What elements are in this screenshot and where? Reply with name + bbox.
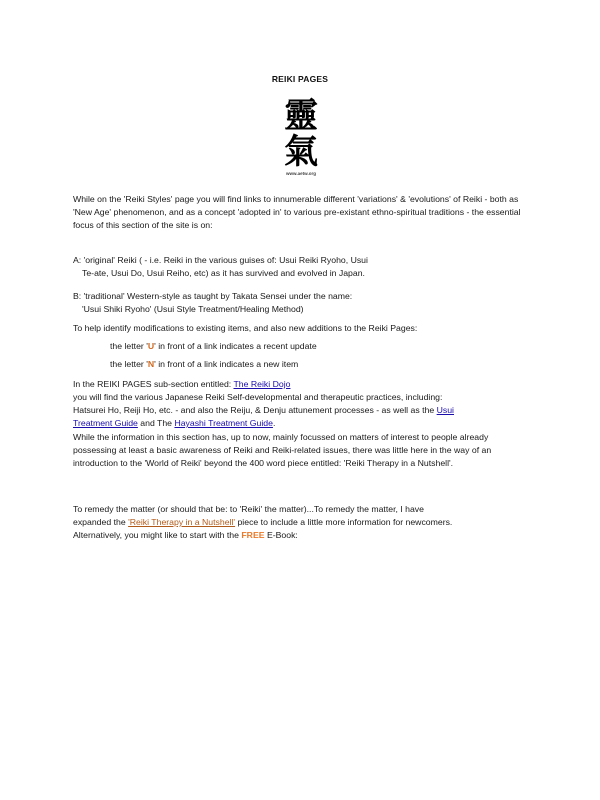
free-label: FREE	[241, 530, 265, 540]
dojo-line4	[73, 417, 533, 430]
dojo-section	[73, 378, 533, 430]
remedy-line3-pre: Alternatively, you might like to start with the	[73, 530, 242, 540]
nutshell-link[interactable]: 'Reiki Therapy in a Nutshell'	[128, 517, 236, 527]
item-b	[73, 290, 533, 316]
new-legend-post: ' in front of a link indicates a new item	[154, 359, 299, 369]
item-b-line1: B: 'traditional' Western-style as taught by Takata Sensei under the name:	[73, 291, 353, 301]
item-a-line2: Te-ate, Usui Do, Usui Reiho, etc) as it has survived and evolved in Japan.	[82, 268, 365, 278]
new-legend-pre: the letter '	[110, 359, 148, 369]
intro-text: While on the 'Reiki Styles' page you will find links to innumerable different 'variations' & 'evolutions' of Reiki - both as 'New Age' phenomenon, and as a concept 'adopted in' to various pre-existant ethno-spiritual traditions - the essential focus of this section of the site is on:	[73, 194, 521, 230]
dojo-line3	[73, 404, 533, 417]
update-legend	[73, 340, 533, 353]
new-letter: N	[147, 359, 155, 369]
logo-url: www.aetw.org	[286, 171, 316, 176]
item-b-line2: 'Usui Shiki Ryoho' (Usui Style Treatment/Healing Method)	[82, 304, 304, 314]
remedy-line2	[73, 516, 533, 529]
new-legend	[73, 358, 533, 371]
dojo-line3-pre: Hatsurei Ho, Reiji Ho, etc. - and also the Reiju, & Denju attunement processes - as well as the	[73, 405, 437, 415]
dojo-pre: In the REIKI PAGES sub-section entitled:	[73, 379, 234, 389]
info-text: While the information in this section has, up to now, mainly focussed on matters of interest to people already possessing at least a basic awareness of Reiki and Reiki-related issues, there was little here in the way of an introduction to the 'World of Reiki' beyond the 400 word piece entitled: 'Reiki Therapy in a Nutshell'.	[73, 432, 492, 468]
dojo-line4-end: .	[272, 418, 276, 428]
item-a	[73, 254, 533, 280]
page-title: REIKI PAGES	[271, 74, 329, 84]
usui-treatment-guide-link-cont[interactable]: Treatment Guide	[73, 418, 138, 428]
dojo-line2: you will find the various Japanese Reiki Self-developmental and therapeutic practices, including:	[73, 392, 443, 402]
update-letter: U	[147, 341, 155, 351]
usui-treatment-guide-link[interactable]: Usui	[436, 405, 454, 415]
help-text: To help identify modifications to existing items, and also new additions to the Reiki Pages:	[73, 323, 418, 333]
intro-paragraph	[73, 193, 533, 232]
item-a-line1: A: 'original' Reiki ( - i.e. Reiki in the various guises of: Usui Reiki Ryoho, Usui	[73, 255, 368, 265]
help-section	[73, 322, 533, 371]
reiki-kanji-logo	[272, 98, 330, 184]
reiki-dojo-link[interactable]: The Reiki Dojo	[233, 379, 291, 389]
dojo-line4-mid: and The	[137, 418, 175, 428]
kanji-ki: 氣	[284, 132, 318, 172]
remedy-line2-post: piece to include a little more information for newcomers.	[235, 517, 453, 527]
update-legend-pre: the letter '	[110, 341, 148, 351]
remedy-paragraph	[73, 503, 533, 542]
info-paragraph	[73, 431, 533, 470]
kanji-rei: 靈	[284, 96, 318, 136]
remedy-line2-pre: expanded the	[73, 517, 129, 527]
dojo-line1	[73, 378, 533, 391]
remedy-line3	[73, 529, 533, 542]
hayashi-treatment-guide-link[interactable]: Hayashi Treatment Guide	[174, 418, 273, 428]
remedy-line3-post: E-Book:	[264, 530, 298, 540]
remedy-line1: To remedy the matter (or should that be: to 'Reiki' the matter)...To remedy the matter, I have	[73, 504, 424, 514]
update-legend-post: ' in front of a link indicates a recent update	[154, 341, 317, 351]
